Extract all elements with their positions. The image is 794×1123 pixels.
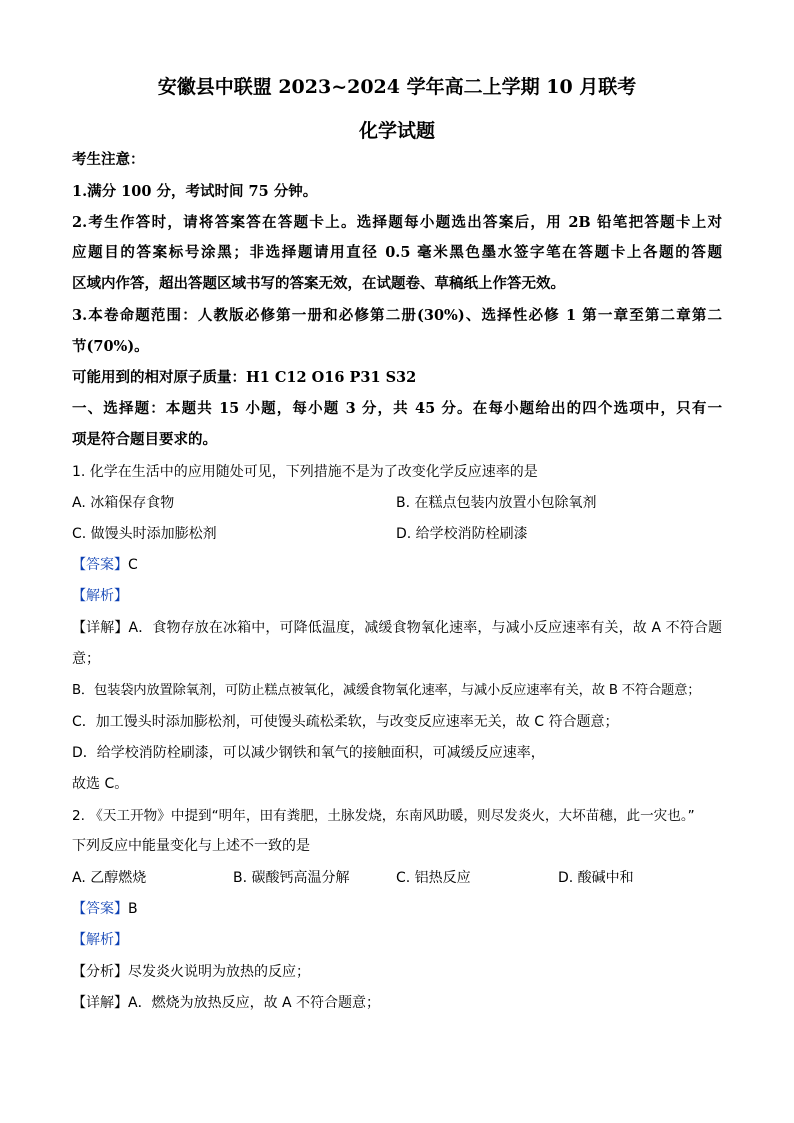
- exam-title: 安徽县中联盟 2023~2024 学年高二上学期 10 月联考: [157, 76, 637, 98]
- q2-analysis-sub-line: [72, 962, 310, 982]
- q2-detail-line-1: [72, 993, 380, 1013]
- q1-answer-tag: 【答案】: [72, 557, 128, 573]
- q2-analysis-sub-tag: 【分析】: [72, 964, 128, 980]
- section-1-heading-line-1: 一、选择题：本题共 15 小题，每小题 3 分，共 45 分。在每小题给出的四个选项中，只有一: [72, 400, 722, 417]
- q2-analysis-line: [72, 930, 128, 950]
- q1-detail-text-1: A．食物存放在冰箱中，可降低温度，减缓食物氧化速率，与减小反应速率有关，故 A 不符合题: [128, 620, 723, 636]
- q2-analysis-text: 尽发炎火说明为放热的反应；: [128, 964, 310, 980]
- q2-answer-value: B: [128, 901, 138, 917]
- q1-answer-line: [72, 555, 138, 575]
- q2-stem-line-2: 下列反应中能量变化与上述不一致的是: [72, 838, 310, 854]
- q2-option-a: A. 乙醇燃烧: [72, 870, 147, 886]
- q1-option-d: D. 给学校消防栓刷漆: [396, 526, 528, 542]
- q1-detail-line-1: [72, 618, 722, 638]
- q1-option-a: A. 冰箱保存食物: [72, 495, 175, 511]
- atomic-masses: 可能用到的相对原子质量：H1 C12 O16 P31 S32: [72, 369, 417, 386]
- q2-option-d: D. 酸碱中和: [558, 870, 634, 886]
- q1-stem: 1. 化学在生活中的应用随处可见，下列措施不是为了改变化学反应速率的是: [72, 464, 538, 480]
- notice-heading: 考生注意：: [72, 151, 145, 168]
- notice-item-3-line-1: 3.本卷命题范围：人教版必修第一册和必修第二册(30%)、选择性必修 1 第一章至第二章第二: [72, 307, 722, 324]
- q1-detail-line-2: 意；: [72, 651, 100, 667]
- notice-item-2-line-2: 应题目的答案标号涂黑；非选择题请用直径 0.5 毫米黑色墨水签字笔在答题卡上各题的答题: [72, 244, 722, 261]
- q2-answer-line: [72, 899, 138, 919]
- q1-option-b: B. 在糕点包装内放置小包除氧剂: [396, 495, 597, 511]
- q1-detail-line-5: D．给学校消防栓刷漆，可以减少钢铁和氧气的接触面积，可减缓反应速率，: [72, 745, 545, 761]
- q2-detail-tag: 【详解】: [72, 995, 128, 1011]
- q1-detail-line-4: C．加工馒头时添加膨松剂，可使馒头疏松柔软，与改变反应速率无关，故 C 符合题意；: [72, 714, 619, 730]
- q2-option-b: B. 碳酸钙高温分解: [233, 870, 350, 886]
- q2-detail-text-1: A．燃烧为放热反应，故 A 不符合题意；: [128, 995, 381, 1011]
- q1-conclusion: 故选 C。: [72, 776, 129, 792]
- notice-item-1: 1.满分 100 分，考试时间 75 分钟。: [72, 183, 318, 200]
- q1-detail-tag: 【详解】: [72, 620, 129, 636]
- q1-option-c: C. 做馒头时添加膨松剂: [72, 526, 217, 542]
- q2-stem-line-1: 2. 《天工开物》中提到“明年，田有粪肥，土脉发烧，东南风助暖，则尽发炎火，大坏苗穗，此一灾也。”: [72, 808, 695, 824]
- section-1-heading-line-2: 项是符合题目要求的。: [72, 431, 217, 448]
- q2-answer-tag: 【答案】: [72, 901, 128, 917]
- notice-item-2-line-3: 区域内作答，超出答题区域书写的答案无效，在试题卷、草稿纸上作答无效。: [72, 275, 565, 292]
- notice-item-3-line-2: 节(70%)。: [72, 338, 149, 355]
- q1-analysis-line: [72, 586, 128, 606]
- notice-item-2-line-1: 2.考生作答时，请将答案答在答题卡上。选择题每小题选出答案后，用 2B 铅笔把答题卡上对: [72, 214, 722, 231]
- q2-analysis-tag: 【解析】: [72, 932, 128, 948]
- q1-answer-value: C: [128, 557, 138, 573]
- q2-option-c: C. 铝热反应: [396, 870, 471, 886]
- q1-detail-line-3: B．包装袋内放置除氧剂，可防止糕点被氧化，减缓食物氧化速率，与减小反应速率有关，故 B 不符合题意；: [72, 683, 701, 698]
- exam-subtitle: 化学试题: [358, 120, 435, 142]
- q1-analysis-tag: 【解析】: [72, 588, 128, 604]
